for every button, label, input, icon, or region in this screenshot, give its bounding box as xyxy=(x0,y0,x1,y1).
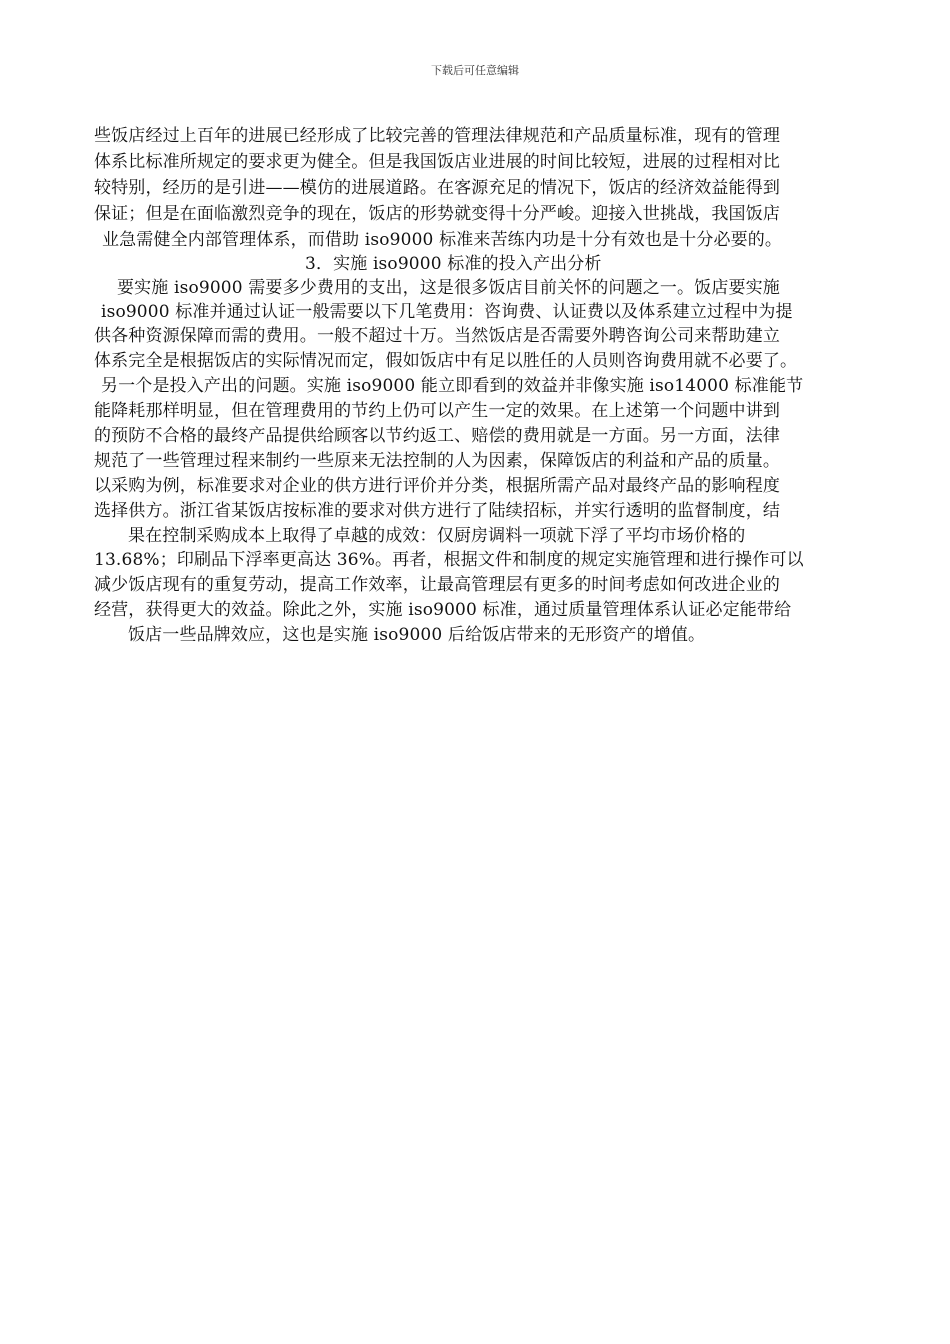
text-line: 13.68%；印刷品下浮率更高达 36%。再者，根据文件和制度的规定实施管理和进行操作可以 xyxy=(94,550,804,570)
text-line: 选择供方。浙江省某饭店按标准的要求对供方进行了陆续招标，并实行透明的监督制度，结 xyxy=(94,501,780,521)
text-line: 规范了一些管理过程来制约一些原来无法控制的人为因素，保障饭店的利益和产品的质量。 xyxy=(94,451,780,471)
text-line: 保证；但是在面临激烈竞争的现在，饭店的形势就变得十分严峻。迎接入世挑战，我国饭店 xyxy=(94,204,780,224)
section-heading: 3．实施 iso9000 标准的投入产出分析 xyxy=(305,254,602,274)
text-line: 的预防不合格的最终产品提供给顾客以节约返工、赔偿的费用就是一方面。另一方面，法律 xyxy=(94,426,780,446)
text-line: 饭店一些品牌效应，这也是实施 iso9000 后给饭店带来的无形资产的增值。 xyxy=(128,625,706,645)
text-line: 果在控制采购成本上取得了卓越的成效：仅厨房调料一项就下浮了平均市场价格的 xyxy=(128,526,746,546)
text-line: 业急需健全内部管理体系，而借助 iso9000 标准来苦练内功是十分有效也是十分必要的。 xyxy=(102,230,783,250)
text-line: 些饭店经过上百年的进展已经形成了比较完善的管理法律规范和产品质量标准，现有的管理 xyxy=(94,126,780,146)
text-line: 另一个是投入产出的问题。实施 iso9000 能立即看到的效益并非像实施 iso14000 标准能节 xyxy=(101,376,804,396)
text-line: 经营，获得更大的效益。除此之外，实施 iso9000 标准，通过质量管理体系认证必定能带给 xyxy=(94,600,792,620)
text-line: 要实施 iso9000 需要多少费用的支出，这是很多饭店目前关怀的问题之一。饭店要实施 xyxy=(117,278,780,298)
text-line: iso9000 标准并通过认证一般需要以下几笔费用：咨询费、认证费以及体系建立过程中为提 xyxy=(101,302,793,322)
text-line: 体系比标准所规定的要求更为健全。但是我国饭店业进展的时间比较短，进展的过程相对比 xyxy=(94,152,780,172)
text-line: 供各种资源保障而需的费用。一般不超过十万。当然饭店是否需要外聘咨询公司来帮助建立 xyxy=(94,326,780,346)
text-line: 减少饭店现有的重复劳动，提高工作效率，让最高管理层有更多的时间考虑如何改进企业的 xyxy=(94,575,780,595)
text-line: 较特别，经历的是引进——模仿的进展道路。在客源充足的情况下，饭店的经济效益能得到 xyxy=(94,178,780,198)
text-line: 能降耗那样明显，但在管理费用的节约上仍可以产生一定的效果。在上述第一个问题中讲到 xyxy=(94,401,780,421)
text-line: 体系完全是根据饭店的实际情况而定，假如饭店中有足以胜任的人员则咨询费用就不必要了。 xyxy=(94,351,798,371)
page-header: 下载后可任意编辑 xyxy=(431,64,519,77)
text-line: 以采购为例，标准要求对企业的供方进行评价并分类，根据所需产品对最终产品的影响程度 xyxy=(94,476,780,496)
